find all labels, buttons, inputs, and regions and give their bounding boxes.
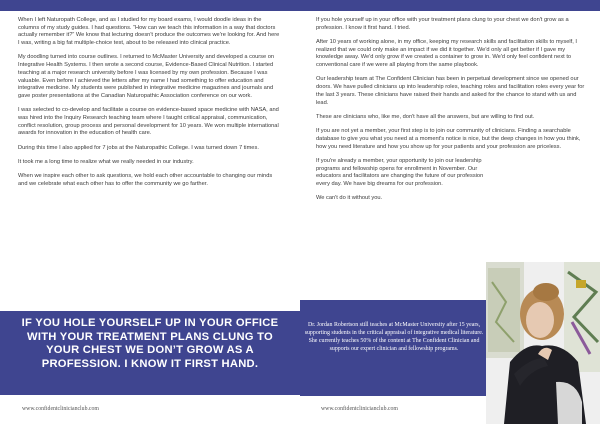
paragraph: If you're already a member, your opportunity to join our leadership programs and fellowship opens for enrollment in November. Our educators and facilitators are changing the future of our profession every day. We have big dreams for our profession. xyxy=(316,157,484,187)
top-accent-bar xyxy=(0,0,300,11)
portrait-photo xyxy=(486,262,600,424)
paragraph: We can't do it without you. xyxy=(316,195,383,202)
footer-url[interactable]: www.confidentclinicianclub.com xyxy=(321,406,398,412)
paragraph: I was selected to co-develop and facilitate a course on evidence-based space medicine with NASA, and was hired into the Inquiry Research teaching team where I taught critical appraisal, communication, conflict resolution, group process and personal development for 10 years. We won multiple international awards for innovation in the education of health care. xyxy=(18,107,279,137)
paragraph: These are clinicians who, like me, don't have all the answers, but are willing to find out. xyxy=(316,113,535,120)
paragraph: If you hole yourself up in your office with your treatment plans clung to your chest we don't grow as a profession. I know it first hand. I tried. xyxy=(316,17,569,31)
paragraph: Our leadership team at The Confident Clinician has been in perpetual development since we opened our doors. We have pulled clinicians up into leadership roles, teaching roles and facilitation roles every year for the last 3 years. These clinicians have raised their hands and asked for the chance to stand with us and lead. xyxy=(316,76,585,106)
right-body-text xyxy=(316,17,588,210)
right-page xyxy=(300,0,600,424)
paragraph: When we inspire each other to ask questions, we hold each other accountable to changing our minds and we celebrate what each other has to offer the community we go farther. xyxy=(18,173,273,187)
left-body-text xyxy=(18,17,280,195)
pull-quote: IF YOU HOLE YOURSELF UP IN YOUR OFFICE WITH YOUR TREATMENT PLANS CLUNG TO YOUR CHEST WE DON’T GROW AS A PROFESSION. I KNOW IT FIRST HAND. xyxy=(21,317,279,370)
footer-url[interactable]: www.confidentclinicianclub.com xyxy=(22,406,99,412)
paragraph: It took me a long time to realize what we really needed in our industry. xyxy=(18,158,194,165)
paragraph: If you are not yet a member, your first step is to join our community of clinicians. Finding a searchable database to give you what you need at a moment's notice is nice, but the deep changes in how you think, how you need literature and how you show up for your patients and your profession are priceless. xyxy=(316,128,581,150)
paragraph: After 10 years of working alone, in my office, keeping my research skills and facilitation skills to myself, I realized that we could only make an impact if we did it together. We'd only all get better if I gave my knowledge away. We'd only grow if we created a container to grow in. We'd only feel confident next to conventional care if we were all playing from the same playbook. xyxy=(316,39,577,69)
paragraph: My doodling turned into course outlines. I returned to McMaster University and developed a course on Integrative Health Systems. I then wrote a second course, Evidence-Based Clinical Nutrition. I started teaching at a major research university before I was licensed by my own profession. Because I was valuable. Even before I achieved the letters after my name I had something to offer education and integrative medicine. My students were published in integrative medicine magazines and journals and gave poster presentations at the Canadian Naturopathic Association conference on our work. xyxy=(18,54,275,99)
top-accent-bar xyxy=(300,0,600,11)
paragraph: When I left Naturopath College, and as I studied for my board exams, I would doodle ideas in the columns of my study guides. I had questions. “How can we teach this information in a way that doctors actually remember it?” We know that lecturing doesn't produce the outcomes we're looking for. And here I was, writing a big fat multiple-choice test, about to be released into clinical practice. xyxy=(18,17,280,47)
author-bio: Dr. Jordan Robertson still teaches at McMaster University after 15 years, supporting students in the critical appraisal of integrative medical literature. She currently teaches 50% of the content at The Confident Clinician and supports our expert clinician and fellowship programs. xyxy=(304,322,484,352)
paragraph: During this time I also applied for 7 jobs at the Naturopathic College. I was turned down 7 times. xyxy=(18,144,259,151)
